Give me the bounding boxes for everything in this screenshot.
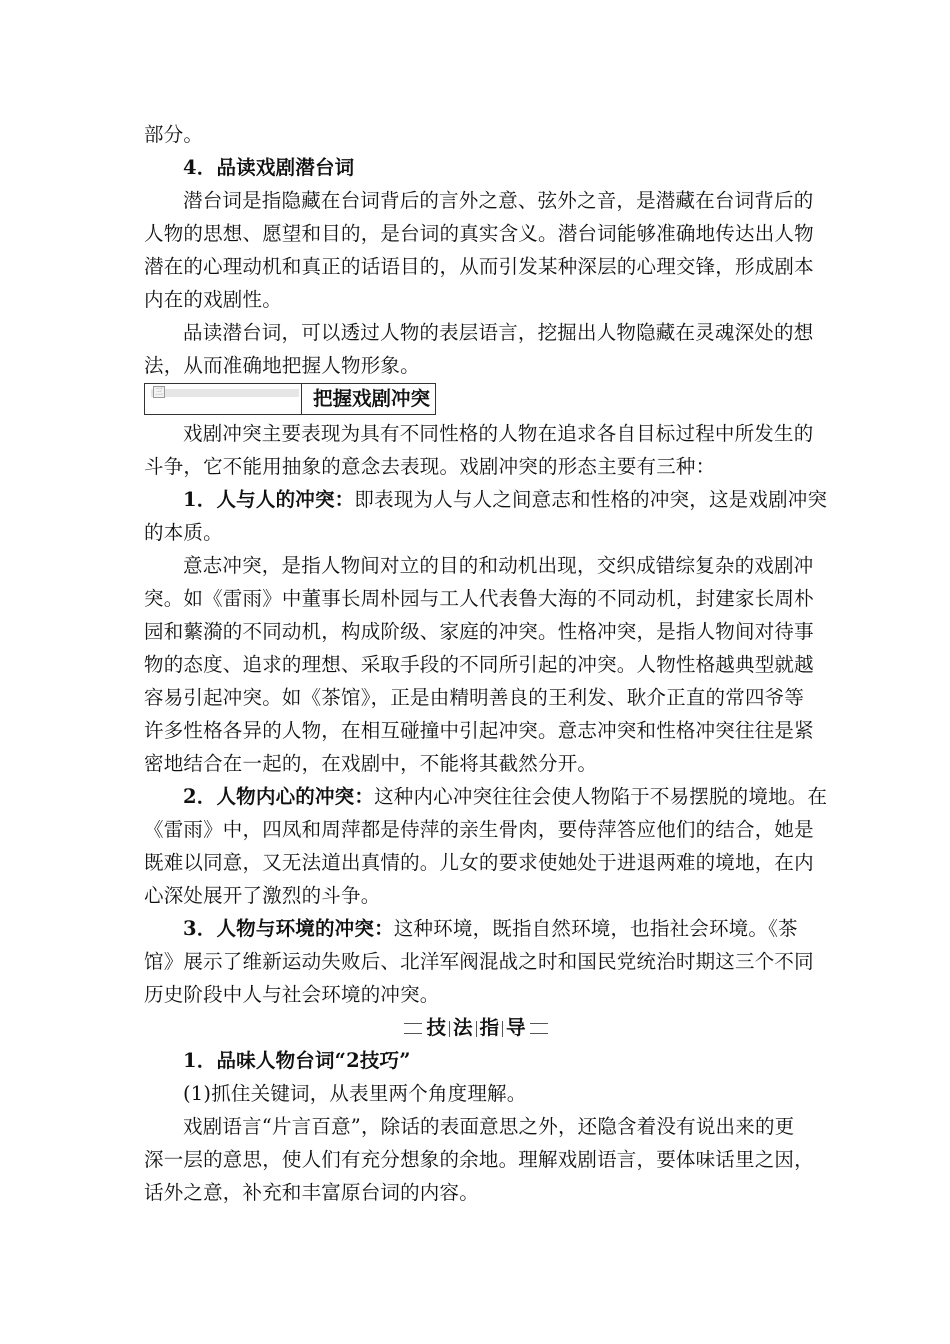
text-line: 话外之意，补充和丰富原台词的内容。 xyxy=(144,1181,479,1204)
text-line: 容易引起冲突。如《茶馆》，正是由精明善良的王利发、耿介正直的常四爷等 xyxy=(144,686,805,709)
conflict-intro xyxy=(144,417,814,483)
conflict-item-1 xyxy=(144,483,828,549)
item-heading: 2．人物内心的冲突： xyxy=(183,785,375,808)
text-line xyxy=(144,912,808,945)
text-line: 的本质。 xyxy=(144,521,223,544)
text-line: 既难以同意，又无法道出真情的。儿女的要求使她处于进退两难的境地，在内 xyxy=(144,851,814,874)
tips-section xyxy=(144,1044,814,1209)
text-line: 密地结合在一起的，在戏剧中，不能将其截然分开。 xyxy=(144,752,598,775)
text-line: 物的态度、追求的理想、采取手段的不同所引起的冲突。人物性格越典型就越 xyxy=(144,653,814,676)
text-line: 戏剧语言“片言百意”，除话的表面意思之外，还隐含着没有说出来的更 xyxy=(183,1115,795,1138)
text-line: 突。如《雷雨》中董事长周朴园与工人代表鲁大海的不同动机，封建家长周朴 xyxy=(144,587,814,610)
text-line: 部分。 xyxy=(144,123,204,146)
text-line: 戏剧冲突主要表现为具有不同性格的人物在追求各自目标过程中所发生的 xyxy=(183,422,814,445)
section-marker xyxy=(145,384,302,414)
text-line xyxy=(144,780,828,813)
document-page xyxy=(144,118,828,1209)
item-heading: 1．人与人的冲突： xyxy=(183,488,355,511)
text-line: 园和蘩漪的不同动机，构成阶级、家庭的冲突。性格冲突，是指人物间对待事 xyxy=(144,620,814,643)
subtext-heading: 4．品读戏剧潜台词 xyxy=(183,156,355,179)
tips-subheading: (1)抓住关键词，从表里两个角度理解。 xyxy=(183,1082,527,1105)
text-line: 心深处展开了激烈的斗争。 xyxy=(144,884,381,907)
text-line: 历史阶段中人与社会环境的冲突。 xyxy=(144,983,440,1006)
divider xyxy=(502,1021,503,1037)
conflict-item-2 xyxy=(144,780,828,912)
text-line: 《雷雨》中，四凤和周萍都是侍萍的亲生骨肉，要侍萍答应他们的结合，她是 xyxy=(144,818,814,841)
conflict-item-3 xyxy=(144,912,814,1011)
text-line: 许多性格各异的人物，在相互碰撞中引起冲突。意志冲突和性格冲突往往是紧 xyxy=(144,719,814,742)
text-line: 斗争，它不能用抽象的意念去表现。戏剧冲突的形态主要有三种： xyxy=(144,455,716,478)
item-text: 即表现为人与人之间意志和性格的冲突，这是戏剧冲突 xyxy=(354,488,828,511)
left-ornament-icon xyxy=(404,1023,422,1034)
divider xyxy=(449,1021,450,1037)
guide-char: 技 xyxy=(426,1016,446,1039)
text-line: 深一层的意思，使人们有充分想象的余地。理解戏剧语言，要体味话里之因， xyxy=(144,1148,814,1171)
will-conflict-paragraph xyxy=(144,549,814,780)
marker-band xyxy=(151,389,299,397)
right-ornament-icon xyxy=(530,1023,548,1034)
text-line: 馆》展示了维新运动失败后、北洋军阀混战之时和国民党统治时期这三个不同 xyxy=(144,950,814,973)
guide-char: 指 xyxy=(479,1016,500,1039)
guide-char: 法 xyxy=(452,1016,473,1039)
technique-guide-heading xyxy=(144,1011,808,1044)
intro-section xyxy=(144,118,814,382)
section-title-box xyxy=(144,383,436,415)
section-number-icon: 三 xyxy=(155,387,163,396)
text-line: 法，从而准确地把握人物形象。 xyxy=(144,354,420,377)
section-title: 把握戏剧冲突 xyxy=(313,387,431,410)
text-line: 内在的戏剧性。 xyxy=(144,288,282,311)
text-line: 潜台词是指隐藏在台词背后的言外之意、弦外之音，是潜藏在台词背后的 xyxy=(183,189,814,212)
text-line: 意志冲突，是指人物间对立的目的和动机出现，交织成错综复杂的戏剧冲 xyxy=(183,554,814,577)
tips-heading: 1．品味人物台词“2技巧” xyxy=(183,1049,411,1072)
text-line: 人物的思想、愿望和目的，是台词的真实含义。潜台词能够准确地传达出人物 xyxy=(144,222,814,245)
text-line: 品读潜台词，可以透过人物的表层语言，挖掘出人物隐藏在灵魂深处的想 xyxy=(183,321,814,344)
item-text: 这种内心冲突往往会使人物陷于不易摆脱的境地。在 xyxy=(374,785,828,808)
item-text: 这种环境，既指自然环境，也指社会环境。《茶 xyxy=(393,917,798,940)
guide-char: 导 xyxy=(506,1016,526,1039)
text-line: 潜在的心理动机和真正的话语目的，从而引发某种深层的心理交锋，形成剧本 xyxy=(144,255,814,278)
divider xyxy=(476,1021,477,1037)
text-line xyxy=(144,483,828,516)
item-heading: 3．人物与环境的冲突： xyxy=(183,917,394,940)
